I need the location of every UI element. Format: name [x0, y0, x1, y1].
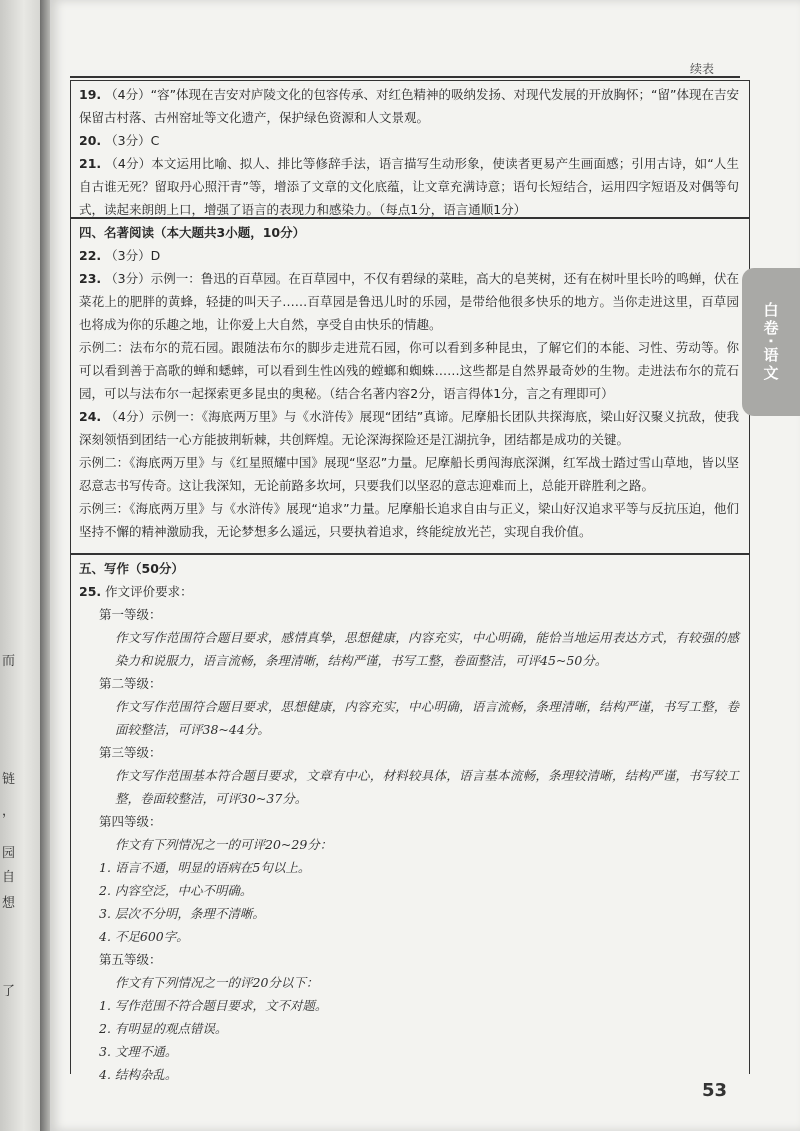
answer-25-title: 25. 作文评价要求： — [79, 584, 193, 599]
level-label: 第五等级： — [99, 952, 162, 967]
side-tab-label: 白卷·语文 — [761, 301, 780, 383]
level-label: 第四等级： — [99, 814, 162, 829]
list-item: 3. 文理不通。 — [99, 1044, 178, 1059]
list-item: 2. 内容空泛，中心不明确。 — [99, 883, 253, 898]
answer-box-reading — [70, 80, 750, 218]
answer-23-example: 示例二：法布尔的荒石园。跟随法布尔的脚步走进荒石园，你可以看到多种昆虫，了解它们的本能、习性、劳动等。你可以看到善于高歌的蝉和蟋蟀，可以看到生性凶残的螳螂和蜘蛛……这些都是自然界最奇妙的生物。走进法布尔的荒石园，可以与法布尔一起探索更多昆虫的奥秘。（结合名著内容2分，语言得体1分，言之有理即可） — [79, 340, 739, 401]
side-tab — [742, 268, 800, 416]
answer-page — [50, 0, 800, 1131]
answer-20: 20. （3分）C — [79, 133, 160, 148]
answer-24: 24. （4分）示例一：《海底两万里》与《水浒传》展现“团结”真谛。尼摩船长团队共探海底，梁山好汉聚义抗敌，使我深刻领悟到团结一心方能披荆斩棘，共创辉煌。无论深海探险还是江湖抗争，团结都是成功的关键。 — [79, 409, 739, 447]
left-fragment: 链 — [2, 772, 16, 787]
list-item: 4. 不足600字。 — [99, 929, 189, 944]
list-item: 2. 有明显的观点错误。 — [99, 1021, 228, 1036]
list-item: 4. 结构杂乱。 — [99, 1067, 178, 1082]
left-fragment: 而 — [2, 654, 16, 669]
level-text: 作文写作范围符合题目要求，思想健康，内容充实，中心明确，语言流畅，条理清晰，结构严谨，书写工整，卷面较整洁，可评38~44分。 — [115, 699, 739, 737]
list-item: 1. 语言不通，明显的语病在5句以上。 — [99, 860, 311, 875]
level-text: 作文写作范围基本符合题目要求，文章有中心，材料较具体，语言基本流畅，条理较清晰，结构严谨，书写较工整，卷面较整洁，可评30~37分。 — [115, 768, 739, 806]
answer-19: 19. （4分）“容”体现在吉安对庐陵文化的包容传承、对红色精神的吸纳发扬、对现代发展的开放胸怀；“留”体现在吉安保留古村落、古州窑址等文化遗产，保护绿色资源和人文景观。 — [79, 87, 739, 125]
left-page-edge — [0, 0, 40, 1131]
page-number: 53 — [702, 1080, 728, 1101]
level-text: 作文写作范围符合题目要求，感情真挚，思想健康，内容充实，中心明确，能恰当地运用表达方式，有较强的感染力和说服力，语言流畅，条理清晰，结构严谨，书写工整，卷面整洁，可评45~50分。 — [115, 630, 739, 668]
book-spine — [40, 0, 50, 1131]
answer-22: 22. （3分）D — [79, 248, 161, 263]
header-rule — [70, 76, 740, 78]
answer-box-classics — [70, 218, 750, 554]
list-item: 3. 层次不分明，条理不清晰。 — [99, 906, 265, 921]
level-intro: 作文有下列情况之一的评20分以下： — [115, 975, 319, 990]
level-label: 第一等级： — [99, 607, 162, 622]
left-fragment: 园 — [2, 846, 16, 861]
left-fragment: 想 — [2, 896, 16, 911]
answer-21: 21. （4分）本文运用比喻、拟人、排比等修辞手法，语言描写生动形象，使读者更易产生画面感；引用古诗，如“人生自古谁无死？留取丹心照汗青”等，增添了文章的文化底蕴，让文章充满诗意；语句长短结合，运用四字短语及对偶等句式，读起来朗朗上口，增强了语言的表现力和感染力。（每点1分，语言通顺1分） — [79, 156, 739, 217]
level-label: 第三等级： — [99, 745, 162, 760]
answer-24-example: 示例三：《海底两万里》与《水浒传》展现“追求”力量。尼摩船长追求自由与正义，梁山好汉追求平等与反抗压迫，他们坚持不懈的精神激励我，无论梦想多么遥远，只要执着追求，终能绽放光芒，实现自我价值。 — [79, 501, 739, 539]
level-intro: 作文有下列情况之一的可评20~29分： — [115, 837, 333, 852]
answer-23: 23. （3分）示例一：鲁迅的百草园。在百草园中，不仅有碧绿的菜畦，高大的皂荚树，还有在树叶里长吟的鸣蝉，伏在菜花上的肥胖的黄蜂，轻捷的叫天子……百草园是鲁迅儿时的乐园，是带给他很多快乐的地方。当你走进这里，百草园也将成为你的乐趣之地，让你爱上大自然，享受自由快乐的情趣。 — [79, 271, 739, 332]
section-heading: 五、写作（50分） — [79, 561, 184, 576]
left-fragment: 了 — [2, 984, 16, 999]
section-heading: 四、名著阅读（本大题共3小题，10分） — [79, 225, 306, 240]
answer-24-example: 示例二：《海底两万里》与《红星照耀中国》展现“坚忍”力量。尼摩船长勇闯海底深渊，红军战士踏过雪山草地，皆以坚忍意志书写传奇。这让我深知，无论前路多坎坷，只要我们以坚忍的意志迎难而上，总能开辟胜利之路。 — [79, 455, 739, 493]
list-item: 1. 写作范围不符合题目要求，文不对题。 — [99, 998, 328, 1013]
level-label: 第二等级： — [99, 676, 162, 691]
answer-box-writing — [70, 554, 750, 1082]
left-fragment: ， — [2, 804, 16, 819]
left-fragment: 自 — [2, 870, 16, 885]
continued-label: 续表 — [690, 62, 715, 76]
